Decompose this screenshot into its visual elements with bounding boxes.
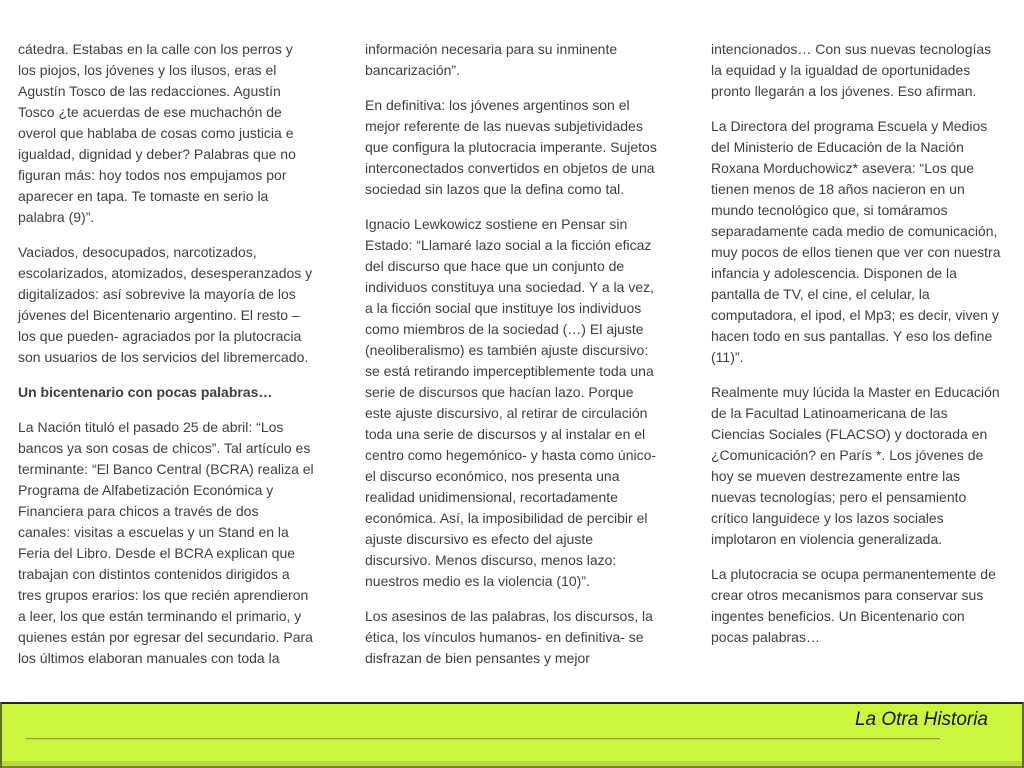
paragraph: La Directora del programa Escuela y Medios del Ministerio de Educación de la Nación Roxana Morduchowicz* asevera: “Los que tienen menos de 18 años nacieron en un mundo tecnológico que, si tomáramos separadamente cada medio de comunicación, muy pocos de ellos tienen que ver con nuestra infancia y adolescencia. Disponen de la pantalla de TV, el cine, el celular, la computadora, el ipod, el Mp3; es decir, viven y hacen todo en sus pantallas. Y eso los define (11)”. <box>711 118 1001 365</box>
footer-title: La Otra Historia <box>854 709 988 730</box>
footer-bar <box>0 702 1024 768</box>
text-column-2 <box>365 39 663 683</box>
paragraph: intencionados… Con sus nuevas tecnologías la equidad y la igualdad de oportunidades pronto llegarán a los jóvenes. Eso afirman. <box>711 41 992 99</box>
paragraph: Vaciados, desocupados, narcotizados, escolarizados, atomizados, desesperanzados y digitalizados: así sobrevive la mayoría de los jóvenes del Bicentenario argentino. El resto –los que pueden- agraciados por la plutocracia son usuarios de los servicios del libremercado. <box>18 244 313 365</box>
paragraph: En definitiva: los jóvenes argentinos son el mejor referente de las nuevas subjetividades que configura la plutocracia imperante. Sujetos interconectados convertidos en objetos de una sociedad sin lazos que la defina como tal. <box>365 97 657 197</box>
text-column-3 <box>711 39 1004 662</box>
paragraph: La Nación tituló el pasado 25 de abril: “Los bancos ya son cosas de chicos”. Tal artículo es terminante: “El Banco Central (BCRA) realiza el Programa de Alfabetización Económica y Financiera para chicos a través de dos canales: visitas a escuelas y un Stand en la Feria del Libro. Desde el BCRA explican que trabajan con distintos contenidos dirigidos a tres grupos erarios: los que recién aprendieron a leer, los que están terminando el primario, y quienes están por egresar del secundario. Para los últimos elaboran manuales con toda la <box>18 419 314 666</box>
footer-bottom-strip <box>2 761 1022 768</box>
paragraph: información necesaria para su inminente bancarización”. <box>365 41 618 78</box>
paragraph: Ignacio Lewkowicz sostiene en Pensar sin Estado: “Llamaré lazo social a la ficción eficaz del discurso que hace que un conjunto de individuos constituya una sociedad. Y a la vez, a la ficción social que instituye los individuos como miembros de la sociedad (…) El ajuste (neoliberalismo) es también ajuste discursivo: se está retirando imperceptiblemente toda una serie de discursos que hacían lazo. Porque este ajuste discursivo, al retirar de circulación toda una serie de discursos y al instalar en el centro como hegemónico- y hasta como único- el discurso económico, nos presenta una realidad unidimensional, recortadamente económica. Así, la imposibilidad de percibir el ajuste discursivo es efecto del ajuste discursivo. Menos discurso, menos lazo: nuestros medio es la violencia (10)”. <box>365 216 657 589</box>
paragraph: La plutocracia se ocupa permanentemente de crear otros mecanismos para conservar sus ingentes beneficios. Un Bicentenario con pocas palabras… <box>711 566 996 645</box>
section-heading: Un bicentenario con pocas palabras… <box>18 384 273 400</box>
paragraph: Realmente muy lúcida la Master en Educación de la Facultad Latinoamericana de las Ciencias Sociales (FLACSO) y doctorada en ¿Comunicación? en París *. Los jóvenes de hoy se mueven destrezamente entre las nuevas tecnologías; pero el pensamiento crítico languidece y los lazos sociales implotaron en violencia generalizada. <box>711 384 1000 547</box>
paragraph: Los asesinos de las palabras, los discursos, la ética, los vínculos humanos- en definitiva- se disfrazan de bien pensantes y mejor <box>365 608 653 666</box>
footer-divider <box>26 738 940 740</box>
text-column-1 <box>18 39 314 683</box>
paragraph: cátedra. Estabas en la calle con los perros y los piojos, los jóvenes y los ilusos, eras el Agustín Tosco de las redacciones. Agustín Tosco ¿te acuerdas de ese muchachón de overol que hablaba de cosas como justicia e igualdad, dignidad y deber? Palabras que no figuran más: hoy todos nos empujamos por aparecer en tapa. Te tomaste en serio la palabra (9)”. <box>18 41 296 225</box>
